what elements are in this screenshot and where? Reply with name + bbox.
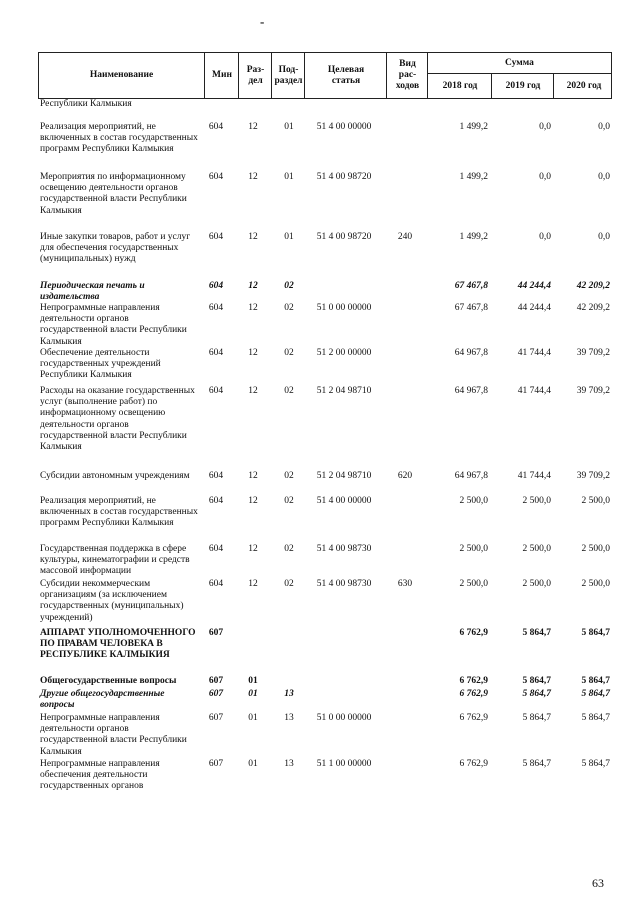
row-podrazdel: 01 [284, 172, 294, 182]
row-razdel: 01 [248, 676, 258, 686]
header-2020: 2020 год [553, 73, 614, 98]
header-razdel: Раз- дел [238, 53, 272, 98]
row-razdel: 01 [248, 689, 258, 699]
row-podrazdel: 02 [284, 579, 294, 589]
table-row [38, 386, 612, 471]
row-podrazdel: 01 [284, 122, 294, 132]
table-row [38, 689, 612, 713]
row-2020: 0,0 [598, 172, 610, 182]
row-2019: 5 864,7 [522, 676, 551, 686]
row-podrazdel: 02 [284, 471, 294, 481]
header-summa: Сумма [427, 53, 611, 74]
row-2020: 39 709,2 [576, 348, 610, 358]
row-2018: 6 762,9 [459, 676, 488, 686]
row-podrazdel: 13 [284, 713, 294, 723]
row-celevaya: 51 4 00 00000 [316, 122, 372, 132]
header-name: Наименование [89, 70, 154, 80]
row-podrazdel: 02 [284, 348, 294, 358]
row-name: Реализация мероприятий, не включенных в состав государственных программ Республики Калмыкия [40, 122, 198, 155]
row-2018: 1 499,2 [459, 232, 488, 242]
row-2018: 1 499,2 [459, 122, 488, 132]
row-2019: 0,0 [539, 172, 551, 182]
row-podrazdel: 13 [284, 759, 294, 769]
row-2018: 64 967,8 [454, 348, 488, 358]
row-min: 604 [208, 122, 224, 132]
row-razdel: 12 [248, 496, 258, 506]
row-razdel: 12 [248, 122, 258, 132]
row-name: Обеспечение деятельности государственных учреждений Республики Калмыкия [40, 348, 161, 381]
row-name: Субсидии автономным учреждениям [40, 471, 190, 481]
row-min: 604 [208, 544, 224, 554]
row-2019: 41 744,4 [517, 348, 551, 358]
row-2019: 5 864,7 [522, 759, 551, 769]
row-2020: 0,0 [598, 232, 610, 242]
header-podrazdel: Под- раздел [271, 53, 305, 98]
row-2020: 2 500,0 [581, 544, 610, 554]
row-min: 607 [208, 713, 224, 723]
row-name: Расходы на оказание государственных услуг (выполнение работ) по информационному освещению деятельности органов государственной власти Республики Калмыкия [40, 386, 195, 453]
row-name: Республики Калмыкия [40, 99, 132, 109]
row-2018: 6 762,9 [459, 689, 488, 699]
table-row [38, 676, 612, 689]
row-name: АППАРАТ УПОЛНОМОЧЕННОГО ПО ПРАВАМ ЧЕЛОВЕКА В РЕСПУБЛИКЕ КАЛМЫКИЯ [40, 628, 196, 661]
row-2019: 44 244,4 [517, 303, 551, 313]
row-name: Непрограммные направления деятельности органов государственной власти Республики Калмыкия [40, 303, 187, 347]
table-row [38, 579, 612, 628]
row-name: Другие общегосударственные вопросы [40, 689, 165, 711]
table-row [38, 122, 612, 172]
row-2020: 5 864,7 [581, 713, 610, 723]
row-celevaya: 51 1 00 00000 [316, 759, 372, 769]
row-2020: 5 864,7 [581, 689, 610, 699]
row-2020: 0,0 [598, 122, 610, 132]
row-2019: 0,0 [539, 122, 551, 132]
row-2019: 44 244,4 [517, 281, 551, 291]
row-min: 607 [208, 689, 224, 699]
row-name: Государственная поддержка в сфере культуры, кинематографии и средств массовой информации [40, 544, 190, 577]
row-podrazdel: 02 [284, 544, 294, 554]
row-celevaya: 51 0 00 00000 [316, 713, 372, 723]
table-row [38, 281, 612, 303]
row-razdel: 12 [248, 471, 258, 481]
row-min: 604 [208, 471, 224, 481]
row-2019: 5 864,7 [522, 713, 551, 723]
row-name: Общегосударственные вопросы [40, 676, 177, 686]
table-row [38, 713, 612, 759]
table-row [38, 471, 612, 496]
row-razdel: 12 [248, 303, 258, 313]
budget-table [38, 52, 612, 799]
row-podrazdel: 13 [284, 689, 294, 699]
table-body [38, 99, 612, 799]
row-min: 604 [208, 348, 224, 358]
header-celevaya: Целевая статья [304, 53, 387, 98]
row-min: 604 [208, 232, 224, 242]
row-name: Периодическая печать и издательства [40, 281, 145, 303]
row-celevaya: 51 4 00 98730 [316, 579, 372, 589]
row-2020: 5 864,7 [581, 676, 610, 686]
row-2019: 2 500,0 [522, 579, 551, 589]
row-2020: 39 709,2 [576, 386, 610, 396]
row-2018: 64 967,8 [454, 386, 488, 396]
row-2020: 5 864,7 [581, 628, 610, 638]
row-vid: 630 [397, 579, 413, 589]
header-2019: 2019 год [491, 73, 554, 98]
row-podrazdel: 01 [284, 232, 294, 242]
row-podrazdel: 02 [284, 386, 294, 396]
row-2019: 41 744,4 [517, 386, 551, 396]
row-2019: 5 864,7 [522, 628, 551, 638]
table-row [38, 172, 612, 232]
row-min: 604 [208, 579, 224, 589]
row-razdel: 12 [248, 544, 258, 554]
row-razdel: 12 [248, 386, 258, 396]
row-name: Реализация мероприятий, не включенных в состав государственных программ Республики Калмыкия [40, 496, 198, 529]
row-podrazdel: 02 [284, 281, 294, 291]
table-row [38, 628, 612, 676]
row-min: 604 [208, 172, 224, 182]
row-min: 604 [208, 386, 224, 396]
row-2018: 67 467,8 [454, 303, 488, 313]
row-name: Непрограммные направления деятельности органов государственной власти Республики Калмыкия [40, 713, 187, 757]
row-celevaya: 51 4 00 98730 [316, 544, 372, 554]
row-razdel: 12 [248, 579, 258, 589]
row-celevaya: 51 4 00 98720 [316, 172, 372, 182]
row-2020: 2 500,0 [581, 579, 610, 589]
row-2018: 2 500,0 [459, 496, 488, 506]
row-name: Иные закупки товаров, работ и услуг для обеспечения государственных (муниципальных) нужд [40, 232, 191, 265]
table-row [38, 496, 612, 544]
top-mark: - [260, 14, 265, 29]
row-min: 607 [208, 759, 224, 769]
row-2018: 2 500,0 [459, 544, 488, 554]
row-vid: 620 [397, 471, 413, 481]
row-2018: 2 500,0 [459, 579, 488, 589]
row-razdel: 12 [248, 232, 258, 242]
table-row [38, 544, 612, 579]
row-celevaya: 51 2 00 00000 [316, 348, 372, 358]
row-podrazdel: 02 [284, 303, 294, 313]
row-2020: 2 500,0 [581, 496, 610, 506]
table-row [38, 99, 612, 122]
row-name: Мероприятия по информационному освещению деятельности органов государственной власти Республики Калмыкия [40, 172, 187, 216]
row-podrazdel: 02 [284, 496, 294, 506]
row-2018: 64 967,8 [454, 471, 488, 481]
row-razdel: 12 [248, 281, 258, 291]
row-razdel: 01 [248, 713, 258, 723]
row-celevaya: 51 2 04 98710 [316, 471, 372, 481]
row-2019: 2 500,0 [522, 496, 551, 506]
header-2018: 2018 год [427, 73, 492, 98]
row-2019: 5 864,7 [522, 689, 551, 699]
row-2019: 2 500,0 [522, 544, 551, 554]
header-vid: Вид рас- ходов [386, 53, 428, 98]
row-min: 607 [208, 628, 224, 638]
row-celevaya: 51 4 00 98720 [316, 232, 372, 242]
row-2018: 6 762,9 [459, 713, 488, 723]
row-2019: 0,0 [539, 232, 551, 242]
row-celevaya: 51 0 00 00000 [316, 303, 372, 313]
table-row [38, 759, 612, 799]
table-row [38, 232, 612, 281]
row-2020: 42 209,2 [576, 281, 610, 291]
row-vid: 240 [397, 232, 413, 242]
row-min: 604 [208, 281, 224, 291]
row-2019: 41 744,4 [517, 471, 551, 481]
row-min: 604 [208, 496, 224, 506]
row-razdel: 01 [248, 759, 258, 769]
page-number: 63 [592, 876, 604, 890]
row-min: 604 [208, 303, 224, 313]
row-min: 607 [208, 676, 224, 686]
row-name: Непрограммные направления обеспечения деятельности государственных органов [40, 759, 160, 792]
row-celevaya: 51 4 00 00000 [316, 496, 372, 506]
table-row [38, 303, 612, 348]
row-2018: 6 762,9 [459, 759, 488, 769]
row-razdel: 12 [248, 348, 258, 358]
row-2020: 5 864,7 [581, 759, 610, 769]
table-header [38, 52, 612, 99]
row-name: Субсидии некоммерческим организациям (за исключением государственных (муниципальных) учреждений) [40, 579, 184, 623]
table-row [38, 348, 612, 386]
row-2020: 39 709,2 [576, 471, 610, 481]
row-2018: 67 467,8 [454, 281, 488, 291]
row-celevaya: 51 2 04 98710 [316, 386, 372, 396]
row-2018: 6 762,9 [459, 628, 488, 638]
row-razdel: 12 [248, 172, 258, 182]
row-2018: 1 499,2 [459, 172, 488, 182]
header-min: Мин [204, 53, 239, 98]
row-2020: 42 209,2 [576, 303, 610, 313]
